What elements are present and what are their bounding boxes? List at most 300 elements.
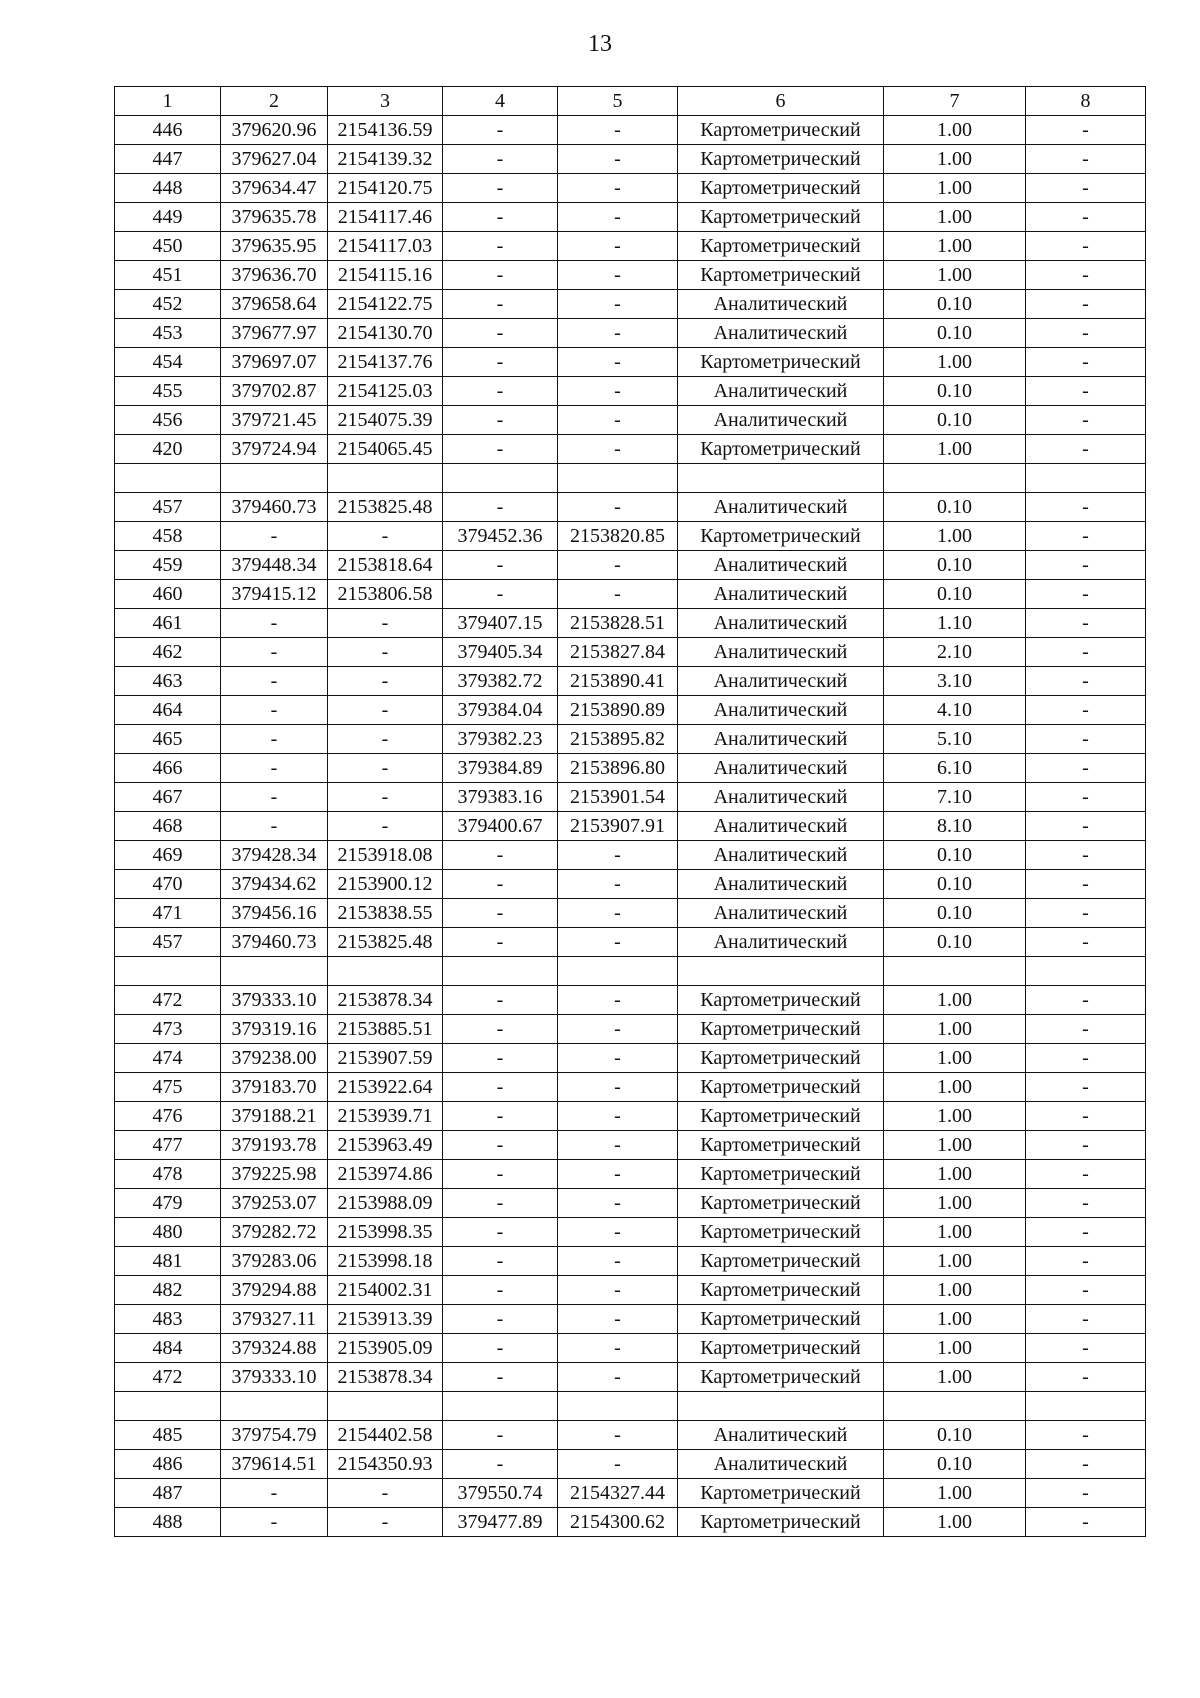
table-cell: Картометрический (678, 145, 884, 174)
table-row (115, 725, 1146, 754)
table-cell: 2153974.86 (328, 1160, 443, 1189)
table-body (115, 116, 1146, 1537)
table-cell: 379614.51 (221, 1450, 328, 1479)
table-cell: 3.10 (884, 667, 1026, 696)
table-cell (678, 1392, 884, 1421)
table-cell: - (1026, 696, 1146, 725)
table-cell: 455 (115, 377, 221, 406)
table-cell: - (1026, 290, 1146, 319)
table-cell: - (1026, 116, 1146, 145)
table-cell: - (558, 580, 678, 609)
table-cell: 2153905.09 (328, 1334, 443, 1363)
table-cell: 2154136.59 (328, 116, 443, 145)
column-header-4: 4 (443, 87, 558, 116)
table-cell: - (1026, 551, 1146, 580)
table-cell: - (443, 899, 558, 928)
table-cell: 446 (115, 116, 221, 145)
table-cell: - (1026, 1160, 1146, 1189)
table-cell: - (221, 1508, 328, 1537)
table-cell: 1.00 (884, 1073, 1026, 1102)
table-cell: 453 (115, 319, 221, 348)
table-cell: 2153825.48 (328, 928, 443, 957)
table-cell: Картометрический (678, 1305, 884, 1334)
table-cell: 487 (115, 1479, 221, 1508)
table-row (115, 667, 1146, 696)
table-cell: 1.00 (884, 1160, 1026, 1189)
table-cell: - (558, 174, 678, 203)
table-cell: - (221, 783, 328, 812)
table-cell: 2153890.41 (558, 667, 678, 696)
table-cell: 1.00 (884, 1102, 1026, 1131)
column-header-2: 2 (221, 87, 328, 116)
table-cell: 475 (115, 1073, 221, 1102)
table-row (115, 986, 1146, 1015)
column-header-8: 8 (1026, 87, 1146, 116)
table-cell: 379319.16 (221, 1015, 328, 1044)
table-cell: 456 (115, 406, 221, 435)
table-cell: Аналитический (678, 609, 884, 638)
table-cell: Картометрический (678, 1247, 884, 1276)
table-cell: - (558, 986, 678, 1015)
table-cell (1026, 957, 1146, 986)
table-row (115, 1334, 1146, 1363)
table-cell: 1.00 (884, 1479, 1026, 1508)
column-header-7: 7 (884, 87, 1026, 116)
column-header-1: 1 (115, 87, 221, 116)
table-cell: 379183.70 (221, 1073, 328, 1102)
table-cell: 379333.10 (221, 986, 328, 1015)
table-cell: - (1026, 1247, 1146, 1276)
table-cell: 2153828.51 (558, 609, 678, 638)
table-cell: 1.00 (884, 1131, 1026, 1160)
table-cell: Картометрический (678, 986, 884, 1015)
table-cell: Аналитический (678, 377, 884, 406)
table-cell: 379452.36 (443, 522, 558, 551)
table-cell: - (1026, 261, 1146, 290)
table-cell: - (1026, 841, 1146, 870)
table-cell: - (558, 319, 678, 348)
table-cell: 2154402.58 (328, 1421, 443, 1450)
table-cell: - (558, 1131, 678, 1160)
table-cell: 478 (115, 1160, 221, 1189)
table-cell: - (328, 638, 443, 667)
table-row (115, 203, 1146, 232)
table-cell: 0.10 (884, 493, 1026, 522)
table-cell: 2153939.71 (328, 1102, 443, 1131)
table-cell: - (558, 841, 678, 870)
table-cell: 379635.78 (221, 203, 328, 232)
table-cell: - (1026, 1131, 1146, 1160)
table-cell: 481 (115, 1247, 221, 1276)
table-cell: 379428.34 (221, 841, 328, 870)
table-cell: 459 (115, 551, 221, 580)
table-cell: - (443, 1305, 558, 1334)
table-cell: 379188.21 (221, 1102, 328, 1131)
table-cell: - (1026, 1508, 1146, 1537)
table-cell: - (558, 1102, 678, 1131)
table-row (115, 1218, 1146, 1247)
table-cell: 379477.89 (443, 1508, 558, 1537)
table-cell: 483 (115, 1305, 221, 1334)
table-cell (558, 957, 678, 986)
table-cell: 476 (115, 1102, 221, 1131)
table-cell: - (443, 435, 558, 464)
table-cell: - (558, 1189, 678, 1218)
table-cell: - (443, 1421, 558, 1450)
table-cell: 2153913.39 (328, 1305, 443, 1334)
table-cell: 2154130.70 (328, 319, 443, 348)
table-cell: - (558, 1334, 678, 1363)
table-cell (221, 957, 328, 986)
table-cell: - (443, 1102, 558, 1131)
table-cell: 2153820.85 (558, 522, 678, 551)
table-cell: - (1026, 1276, 1146, 1305)
table-cell: - (443, 319, 558, 348)
table-cell: - (1026, 522, 1146, 551)
table-cell: 448 (115, 174, 221, 203)
table-cell: 379677.97 (221, 319, 328, 348)
blank-separator-row (115, 957, 1146, 986)
table-cell: - (1026, 1189, 1146, 1218)
table-cell: - (443, 261, 558, 290)
table-cell: Картометрический (678, 261, 884, 290)
table-row (115, 870, 1146, 899)
table-header-row (115, 87, 1146, 116)
table-cell: 2154300.62 (558, 1508, 678, 1537)
table-cell: Аналитический (678, 725, 884, 754)
table-cell: 0.10 (884, 551, 1026, 580)
table-cell: - (443, 1450, 558, 1479)
table-cell: - (1026, 319, 1146, 348)
table-cell: 379327.11 (221, 1305, 328, 1334)
table-cell: 474 (115, 1044, 221, 1073)
table-cell: - (443, 1073, 558, 1102)
table-cell: 1.00 (884, 116, 1026, 145)
table-cell: 2153806.58 (328, 580, 443, 609)
table-cell: - (1026, 609, 1146, 638)
table-cell: 2154117.46 (328, 203, 443, 232)
table-cell: 0.10 (884, 406, 1026, 435)
table-row (115, 261, 1146, 290)
table-cell: - (328, 1508, 443, 1537)
table-row (115, 696, 1146, 725)
table-cell: 2154115.16 (328, 261, 443, 290)
table-row (115, 1073, 1146, 1102)
table-row (115, 1160, 1146, 1189)
table-row (115, 928, 1146, 957)
table-cell: - (1026, 580, 1146, 609)
table-cell: - (328, 725, 443, 754)
table-cell: 1.00 (884, 1044, 1026, 1073)
table-cell (443, 464, 558, 493)
table-cell: - (221, 667, 328, 696)
table-cell: - (443, 1015, 558, 1044)
page-number: 13 (588, 31, 612, 57)
table-cell: - (1026, 870, 1146, 899)
table-cell: - (558, 1160, 678, 1189)
table-cell: 379324.88 (221, 1334, 328, 1363)
table-cell: - (1026, 1073, 1146, 1102)
column-header-6: 6 (678, 87, 884, 116)
table-cell: - (1026, 725, 1146, 754)
table-row (115, 783, 1146, 812)
table-cell: 0.10 (884, 377, 1026, 406)
table-cell: - (1026, 1479, 1146, 1508)
table-row (115, 1421, 1146, 1450)
table-cell: 471 (115, 899, 221, 928)
table-cell: 450 (115, 232, 221, 261)
table-cell: 2153963.49 (328, 1131, 443, 1160)
table-cell: - (1026, 1044, 1146, 1073)
table-cell: 462 (115, 638, 221, 667)
table-cell: 379384.89 (443, 754, 558, 783)
table-cell: Аналитический (678, 754, 884, 783)
table-cell: 379550.74 (443, 1479, 558, 1508)
table-cell: Картометрический (678, 348, 884, 377)
table-cell: 379225.98 (221, 1160, 328, 1189)
table-cell: - (1026, 812, 1146, 841)
table-cell: - (443, 1189, 558, 1218)
table-cell: Картометрический (678, 522, 884, 551)
table-cell: Аналитический (678, 841, 884, 870)
table-cell: - (443, 551, 558, 580)
table-cell: - (1026, 145, 1146, 174)
table-cell: 486 (115, 1450, 221, 1479)
table-cell: - (1026, 1363, 1146, 1392)
table-cell: 4.10 (884, 696, 1026, 725)
table-cell: - (1026, 435, 1146, 464)
blank-separator-row (115, 1392, 1146, 1421)
table-cell: 480 (115, 1218, 221, 1247)
table-cell: - (1026, 348, 1146, 377)
table-cell: 2153907.91 (558, 812, 678, 841)
table-cell: Картометрический (678, 1015, 884, 1044)
table-cell: - (558, 232, 678, 261)
table-cell: Аналитический (678, 783, 884, 812)
table-cell: 0.10 (884, 1421, 1026, 1450)
table-cell: - (221, 696, 328, 725)
table-row (115, 1247, 1146, 1276)
table-cell: - (558, 1247, 678, 1276)
table-cell (443, 1392, 558, 1421)
table-cell: - (1026, 1218, 1146, 1247)
table-cell (884, 464, 1026, 493)
table-cell (221, 1392, 328, 1421)
table-cell: Аналитический (678, 870, 884, 899)
blank-separator-row (115, 464, 1146, 493)
table-cell: 2153998.35 (328, 1218, 443, 1247)
table-cell: 379282.72 (221, 1218, 328, 1247)
table-cell: - (443, 232, 558, 261)
table-cell: - (1026, 986, 1146, 1015)
table-cell: - (1026, 232, 1146, 261)
table-cell: - (1026, 899, 1146, 928)
table-cell: - (443, 1044, 558, 1073)
table-row (115, 116, 1146, 145)
table-cell (884, 1392, 1026, 1421)
table-cell: 379333.10 (221, 1363, 328, 1392)
table-cell: - (328, 812, 443, 841)
table-cell: 1.00 (884, 522, 1026, 551)
table-cell: Аналитический (678, 696, 884, 725)
table-cell: 472 (115, 986, 221, 1015)
table-cell: 2154125.03 (328, 377, 443, 406)
table-row (115, 638, 1146, 667)
table-cell: 479 (115, 1189, 221, 1218)
table-row (115, 1102, 1146, 1131)
table-cell: 463 (115, 667, 221, 696)
table-cell: 473 (115, 1015, 221, 1044)
table-cell: - (558, 1450, 678, 1479)
table-cell: - (328, 667, 443, 696)
table-cell: - (1026, 638, 1146, 667)
table-cell: 379636.70 (221, 261, 328, 290)
table-cell: - (1026, 493, 1146, 522)
table-cell: 0.10 (884, 1450, 1026, 1479)
table-cell: 451 (115, 261, 221, 290)
table-cell: - (443, 1160, 558, 1189)
table-cell: 2153998.18 (328, 1247, 443, 1276)
table-cell: 2153988.09 (328, 1189, 443, 1218)
table-cell: 0.10 (884, 899, 1026, 928)
table-cell: 379238.00 (221, 1044, 328, 1073)
table-cell: - (328, 1479, 443, 1508)
table-cell: 2154350.93 (328, 1450, 443, 1479)
table-row (115, 406, 1146, 435)
table-cell: 482 (115, 1276, 221, 1305)
table-cell: 8.10 (884, 812, 1026, 841)
table-cell: - (558, 1421, 678, 1450)
table-cell: Картометрический (678, 1102, 884, 1131)
table-cell: 449 (115, 203, 221, 232)
table-cell: 466 (115, 754, 221, 783)
table-cell: 379460.73 (221, 928, 328, 957)
table-cell: 1.00 (884, 348, 1026, 377)
table-cell: 379635.95 (221, 232, 328, 261)
table-cell: - (558, 1015, 678, 1044)
table-cell: 2154327.44 (558, 1479, 678, 1508)
table-cell: 379383.16 (443, 783, 558, 812)
table-cell: - (221, 725, 328, 754)
table-cell: 379415.12 (221, 580, 328, 609)
table-row (115, 899, 1146, 928)
table-cell (328, 1392, 443, 1421)
table-cell: 2153900.12 (328, 870, 443, 899)
table-cell: - (558, 377, 678, 406)
column-header-5: 5 (558, 87, 678, 116)
table-cell: 1.00 (884, 232, 1026, 261)
table-cell: 2154117.03 (328, 232, 443, 261)
table-cell: 2153918.08 (328, 841, 443, 870)
coordinates-table (114, 86, 1146, 1537)
table-cell: - (1026, 174, 1146, 203)
table-row (115, 348, 1146, 377)
table-cell: - (558, 1305, 678, 1334)
table-cell: 2153818.64 (328, 551, 443, 580)
table-cell: - (558, 348, 678, 377)
table-cell: 379193.78 (221, 1131, 328, 1160)
table-cell: Картометрический (678, 1479, 884, 1508)
table-cell: 1.00 (884, 1305, 1026, 1334)
table-cell: - (558, 870, 678, 899)
table-cell: 379721.45 (221, 406, 328, 435)
table-cell: - (558, 435, 678, 464)
table-cell: 379434.62 (221, 870, 328, 899)
table-cell: - (328, 754, 443, 783)
table-cell: - (443, 348, 558, 377)
table-cell: - (558, 899, 678, 928)
table-cell: - (221, 754, 328, 783)
table-cell: - (558, 1073, 678, 1102)
table-row (115, 1131, 1146, 1160)
table-cell: Картометрический (678, 1218, 884, 1247)
table-cell: 1.00 (884, 174, 1026, 203)
table-cell (678, 957, 884, 986)
table-cell: 2153878.34 (328, 1363, 443, 1392)
table-cell: - (328, 522, 443, 551)
table-row (115, 1189, 1146, 1218)
table-cell: - (221, 609, 328, 638)
table-row (115, 1044, 1146, 1073)
table-cell: Аналитический (678, 406, 884, 435)
table-cell: - (443, 406, 558, 435)
table-cell: 0.10 (884, 841, 1026, 870)
table-cell: Картометрический (678, 1508, 884, 1537)
table-row (115, 522, 1146, 551)
table-cell: 379754.79 (221, 1421, 328, 1450)
table-cell: 477 (115, 1131, 221, 1160)
table-cell: 379658.64 (221, 290, 328, 319)
table-cell: 379400.67 (443, 812, 558, 841)
table-cell: - (443, 1247, 558, 1276)
table-cell (328, 464, 443, 493)
table-cell: - (443, 116, 558, 145)
table-cell: Картометрический (678, 174, 884, 203)
table-cell: 1.00 (884, 1015, 1026, 1044)
table-cell: - (443, 174, 558, 203)
table-row (115, 319, 1146, 348)
table-row (115, 1015, 1146, 1044)
table-cell: Картометрический (678, 116, 884, 145)
table-row (115, 290, 1146, 319)
table-cell (115, 464, 221, 493)
table-cell: - (558, 203, 678, 232)
table-cell: - (221, 812, 328, 841)
table-cell (1026, 464, 1146, 493)
table-cell: 1.00 (884, 1247, 1026, 1276)
table-cell: 1.00 (884, 203, 1026, 232)
table-cell: Аналитический (678, 638, 884, 667)
table-cell: - (443, 841, 558, 870)
table-cell: - (443, 203, 558, 232)
table-cell: 488 (115, 1508, 221, 1537)
table-cell: 7.10 (884, 783, 1026, 812)
table-cell: 469 (115, 841, 221, 870)
table-cell: 465 (115, 725, 221, 754)
table-cell: 1.00 (884, 1334, 1026, 1363)
table-cell: 379634.47 (221, 174, 328, 203)
table-row (115, 377, 1146, 406)
table-cell: 485 (115, 1421, 221, 1450)
table-cell: - (443, 870, 558, 899)
table-cell: - (558, 551, 678, 580)
table-cell (221, 464, 328, 493)
table-cell: - (1026, 1102, 1146, 1131)
table-cell: 379460.73 (221, 493, 328, 522)
table-cell: 460 (115, 580, 221, 609)
table-cell: 2153827.84 (558, 638, 678, 667)
table-cell: 2153878.34 (328, 986, 443, 1015)
